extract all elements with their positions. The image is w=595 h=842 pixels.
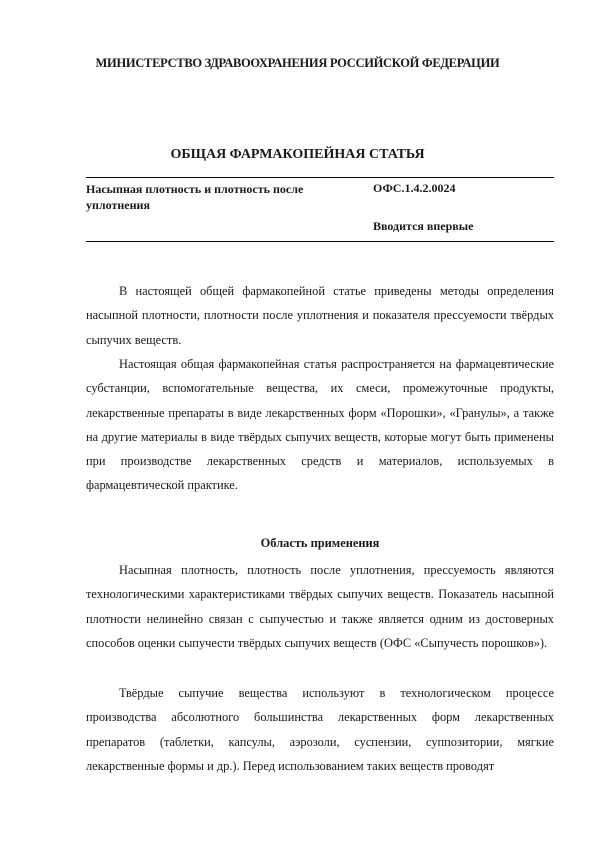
intro-paragraph-2-block [86,352,554,498]
header-bottom-rule [86,241,554,242]
section-paragraph-1-block [86,558,554,655]
intro-paragraph-1-block [86,279,554,352]
section-paragraph: Твёрдые сыпучие вещества используют в технологическом процессе производства абсолютного большинства лекарственных форм лекарственных препаратов (таблетки, капсулы, аэрозоли, суспензии, суппозитории, мягкие лекарственные формы и др.). Перед использованием таких веществ проводят [86,686,554,773]
intro-paragraph: Настоящая общая фармакопейная статья распространяется на фармацевтические субстанции, вспомогательные вещества, их смеси, промежуточные продукты, лекарственные препараты в виде лекарственных форм «Порошки», «Гранулы», а также на другие материалы в виде твёрдых сыпучих веществ, которые могут быть применены при производстве лекарственных средств и материалов, используемых в фармацевтической практике. [86,357,554,493]
article-code: ОФС.1.4.2.0024 [373,181,456,195]
header-top-rule [86,177,554,178]
section-paragraph-2-block [86,681,554,778]
document-type-title: ОБЩАЯ ФАРМАКОПЕЙНАЯ СТАТЬЯ [170,147,425,162]
ministry-header: МИНИСТЕРСТВО ЗДРАВООХРАНЕНИЯ РОССИЙСКОЙ ФЕДЕРАЦИИ [95,56,500,70]
intro-paragraph: В настоящей общей фармакопейной статье приведены методы определения насыпной плотности, плотности после уплотнения и показателя прессуемости твёрдых сыпучих веществ. [86,284,554,347]
article-status: Вводится впервые [373,219,474,233]
section-paragraph: Насыпная плотность, плотность после уплотнения, прессуемость являются технологическими характеристиками твёрдых сыпучих веществ. Показатель насыпной плотности нелинейно связан с сыпучестью и также является одним из достоверных способов оценки сыпучести твёрдых сыпучих веществ (ОФС «Сыпучесть порошков»). [86,563,554,650]
article-title: Насыпная плотность и плотность после уплотнения [86,182,304,212]
section-heading: Область применения [260,536,380,550]
